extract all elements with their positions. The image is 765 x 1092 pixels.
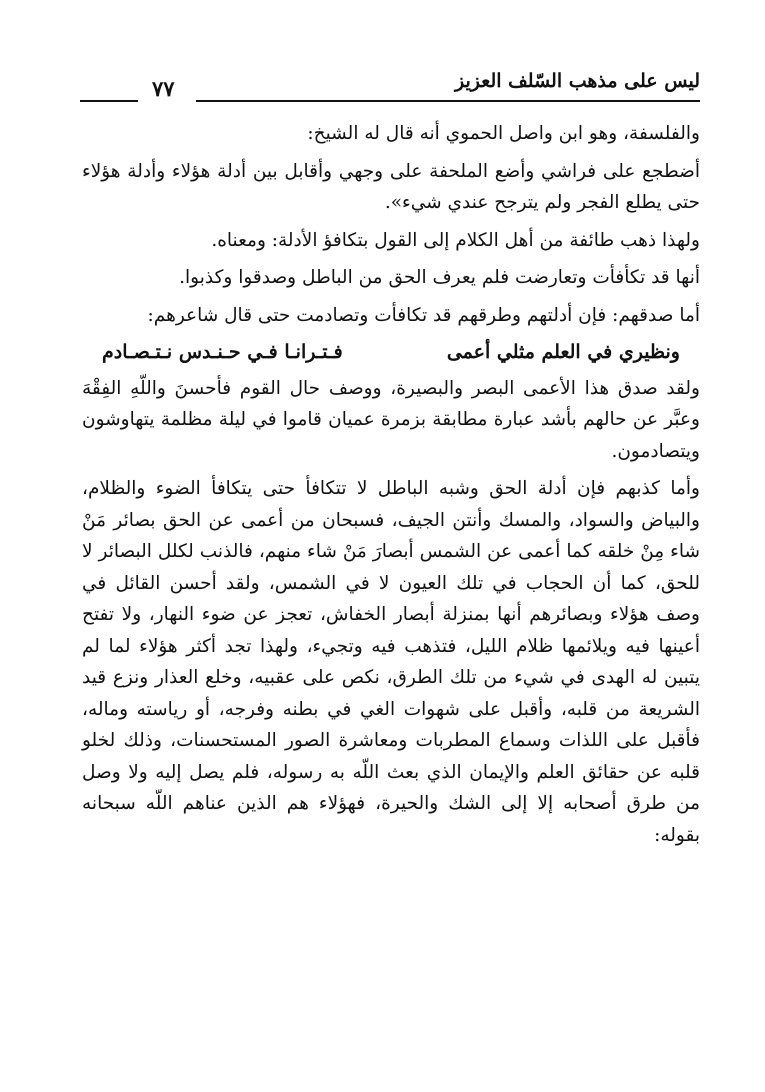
paragraph-4: أنها قد تكأفأت وتعارضت فلم يعرف الحق من الباطل وصدقوا وكذبوا. [179,267,700,288]
running-title: ليس على مذهب السّلف العزيز [455,70,700,92]
header-rule-right [196,100,700,102]
header-rule-left [80,100,138,102]
page-header [80,60,700,108]
poem-verse [82,337,700,369]
paragraph-6: ولقد صدق هذا الأعمى البصر والبصيرة، ووصف حال القوم فأحسنَ واللّهِ الفِقْهَ وعبَّر عن حالهم بأشد عبارة مطابقة بزمرة عميان قاموا في ليلة مظلمة يتهاوشون ويتصادمون. [82,377,700,462]
paragraph-7: وأما كذبهم فإن أدلة الحق وشبه الباطل لا تتكافأ حتى يتكافأ الضوء والظلام، والبياض والسواد، والمسك وأنتن الجيف، فسبحان من أعمى عن الحق بصائر مَنْ شاء مِنْ خلقه كما أعمى عن الشمس أبصارَ مَنْ شاء منهم، فالذنب لكلل البصائر لا للحق، كما أن الحجاب في تلك العيون لا في الشمس، ولقد أحسن القائل في وصف هؤلاء وبصائرهم أنها بمنزلة أبصار الخفاش، تعجز عن ضوء النهار، ولا تفتح أعينها فيه ويلائمها ظلام الليل، فتذهب فيه وتجيء، ولهذا تجد أكثر هؤلاء لما لم يتبين له الهدى في شيء من تلك الطرق، نكص على عقبيه، وخلع العذار ونزع قيد الشريعة من قلبه، وأقبل على شهوات الغي في بطنه وفرجه، أو رياسته وماله، فأقبل على اللذات وسماع المطربات ومعاشرة الصور المستحسنات، وذلك لخلو قلبه عن حقائق العلم والإيمان الذي بعث اللّه به رسوله، فلم يصل إليه ولا وصل من طرق أصحابه إلا إلى الشك والحيرة، فهؤلاء هم الذين عناهم اللّه سبحانه بقوله: [82,478,700,846]
paragraph-1: والفلسفة، وهو ابن واصل الحموي أنه قال له الشيخ: [307,123,700,144]
paragraph-2: أضطجع على فراشي وأضع الملحفة على وجهي وأقابل بين أدلة هؤلاء وأدلة هؤلاء حتى يطلع الفجر ولم يترجح عندي شيء». [82,160,700,213]
verse-second-hemistich: فـتـرانـا فـي حـنـدس نـتـصـادم [102,341,343,363]
body-text [82,118,700,857]
paragraph-3: ولهذا ذهب طائفة من أهل الكلام إلى القول بتكافؤ الأدلة: ومعناه. [211,229,700,251]
paragraph-5: أما صدقهم: فإن أدلتهم وطرقهم قد تكافأت وتصادمت حتى قال شاعرهم: [147,304,700,326]
verse-first-hemistich: ونظيري في العلم مثلي أعمى [446,341,680,363]
page-number: ٧٧ [152,76,175,101]
